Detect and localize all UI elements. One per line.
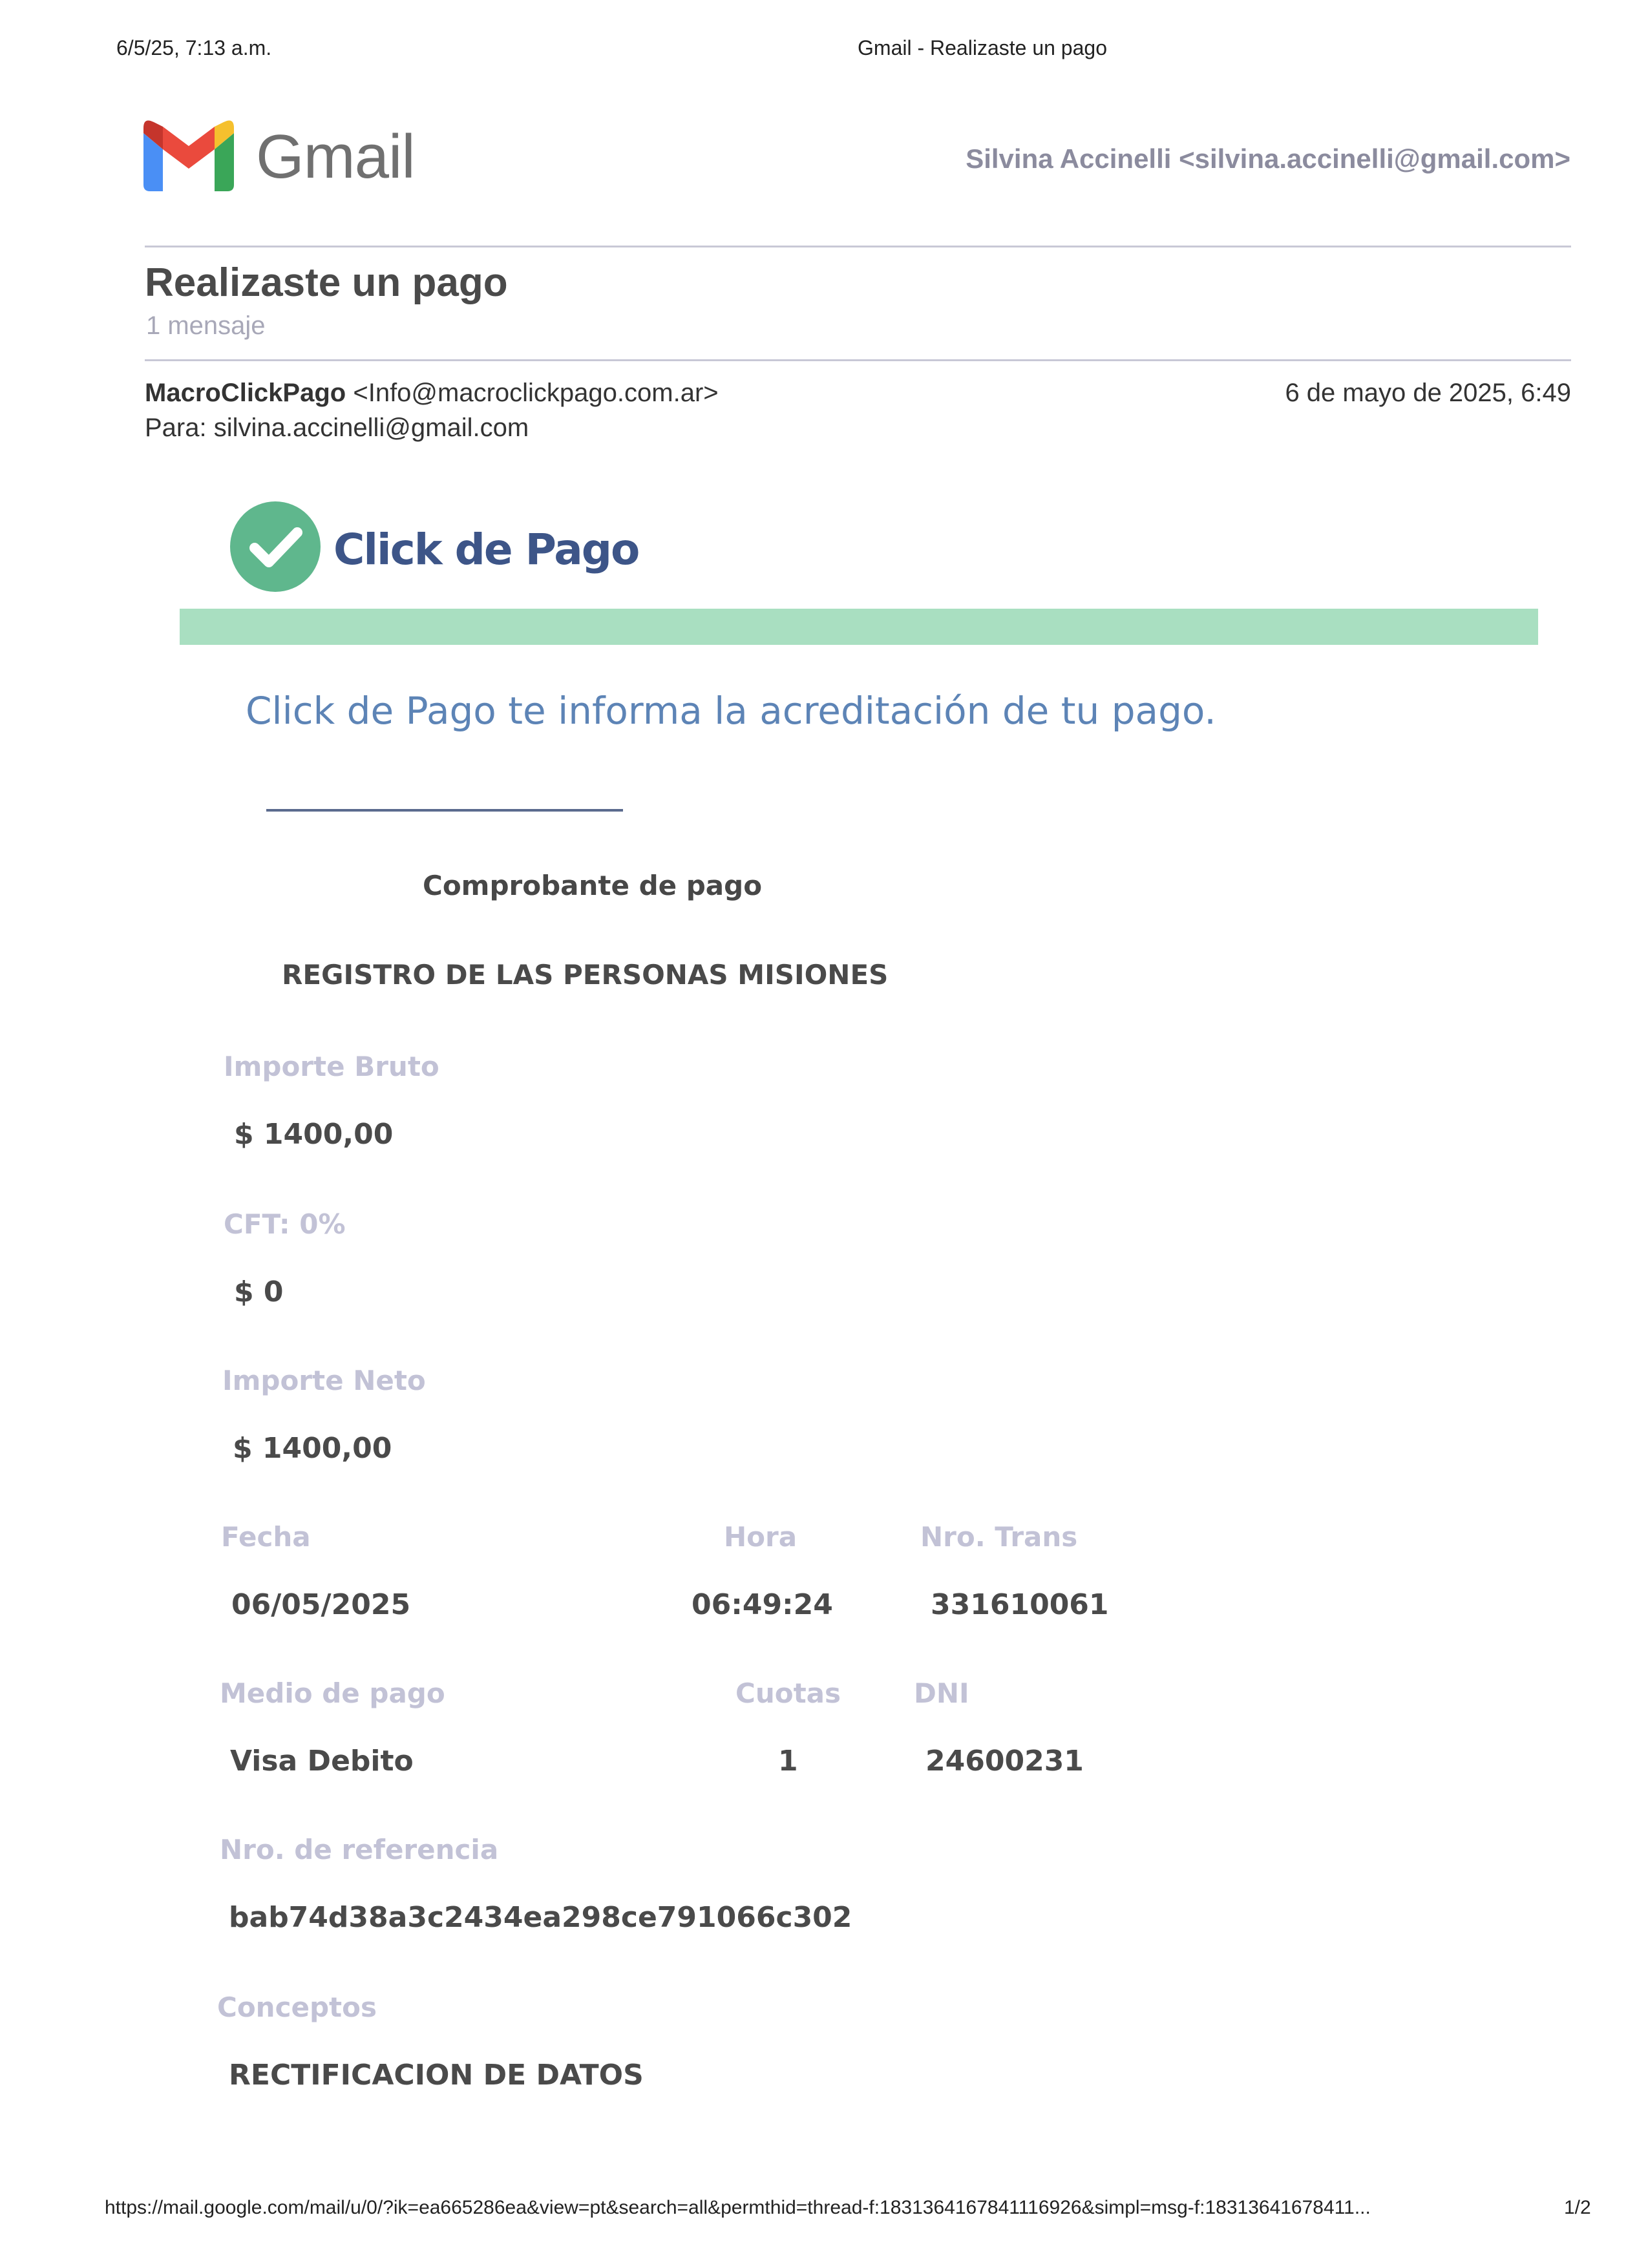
sender: [145, 379, 719, 408]
gmail-logo-icon: [143, 120, 234, 191]
receipt-title: Comprobante de pago: [423, 870, 763, 901]
organization-name: REGISTRO DE LAS PERSONAS MISIONES: [282, 959, 889, 991]
print-title: Gmail - Realizaste un pago: [858, 36, 1107, 59]
conceptos-value: RECTIFICACION DE DATOS: [229, 2059, 644, 2092]
print-datetime: 6/5/25, 7:13 a.m.: [116, 36, 272, 59]
sender-name: MacroClickPago: [145, 379, 346, 407]
sender-email: <Info@macroclickpago.com.ar>: [353, 379, 719, 407]
divider: [145, 359, 1571, 361]
medio-pago-value: Visa Debito: [230, 1745, 414, 1778]
click-de-pago-logo: Click de Pago: [333, 525, 639, 574]
account-email: Silvina Accinelli <silvina.accinelli@gmail.com>: [966, 143, 1570, 174]
dni-label: DNI: [914, 1677, 969, 1709]
hora-label: Hora: [724, 1521, 798, 1553]
fecha-label: Fecha: [221, 1521, 311, 1553]
sent-date: 6 de mayo de 2025, 6:49: [1285, 379, 1571, 407]
divider: [266, 809, 623, 812]
referencia-value: bab74d38a3c2434ea298ce791066c302: [229, 1901, 852, 1934]
dni-value: 24600231: [925, 1745, 1084, 1778]
divider: [145, 246, 1571, 247]
page-number: 1/2: [1564, 2197, 1591, 2218]
nro-trans-value: 331610061: [931, 1588, 1109, 1621]
brand-bar: [180, 609, 1538, 645]
fecha-value: 06/05/2025: [231, 1588, 411, 1621]
importe-bruto-label: Importe Bruto: [224, 1051, 439, 1082]
importe-bruto-value: $ 1400,00: [234, 1118, 394, 1151]
medio-pago-label: Medio de pago: [220, 1677, 445, 1709]
conceptos-label: Conceptos: [217, 1991, 377, 2023]
payment-notice: Click de Pago te informa la acreditación de tu pago.: [246, 689, 1216, 733]
thread-subject: Realizaste un pago: [145, 260, 508, 305]
cuotas-label: Cuotas: [735, 1677, 841, 1709]
cuotas-value: 1: [778, 1745, 798, 1778]
nro-trans-label: Nro. Trans: [920, 1521, 1078, 1553]
referencia-label: Nro. de referencia: [220, 1834, 499, 1865]
message-count: 1 mensaje: [146, 311, 266, 340]
importe-neto-label: Importe Neto: [222, 1365, 426, 1396]
recipient-line: Para: silvina.accinelli@gmail.com: [145, 414, 529, 442]
gmail-wordmark: Gmail: [256, 122, 415, 191]
cft-label: CFT: 0%: [224, 1208, 346, 1240]
hora-value: 06:49:24: [692, 1588, 833, 1621]
print-url: https://mail.google.com/mail/u/0/?ik=ea665286ea&view=pt&search=all&permthid=thread-f:1831364167841116926&simpl=msg-f:18313641678411...: [105, 2197, 1371, 2218]
cft-value: $ 0: [234, 1276, 284, 1308]
importe-neto-value: $ 1400,00: [233, 1432, 392, 1465]
check-circle-icon: [230, 501, 321, 592]
